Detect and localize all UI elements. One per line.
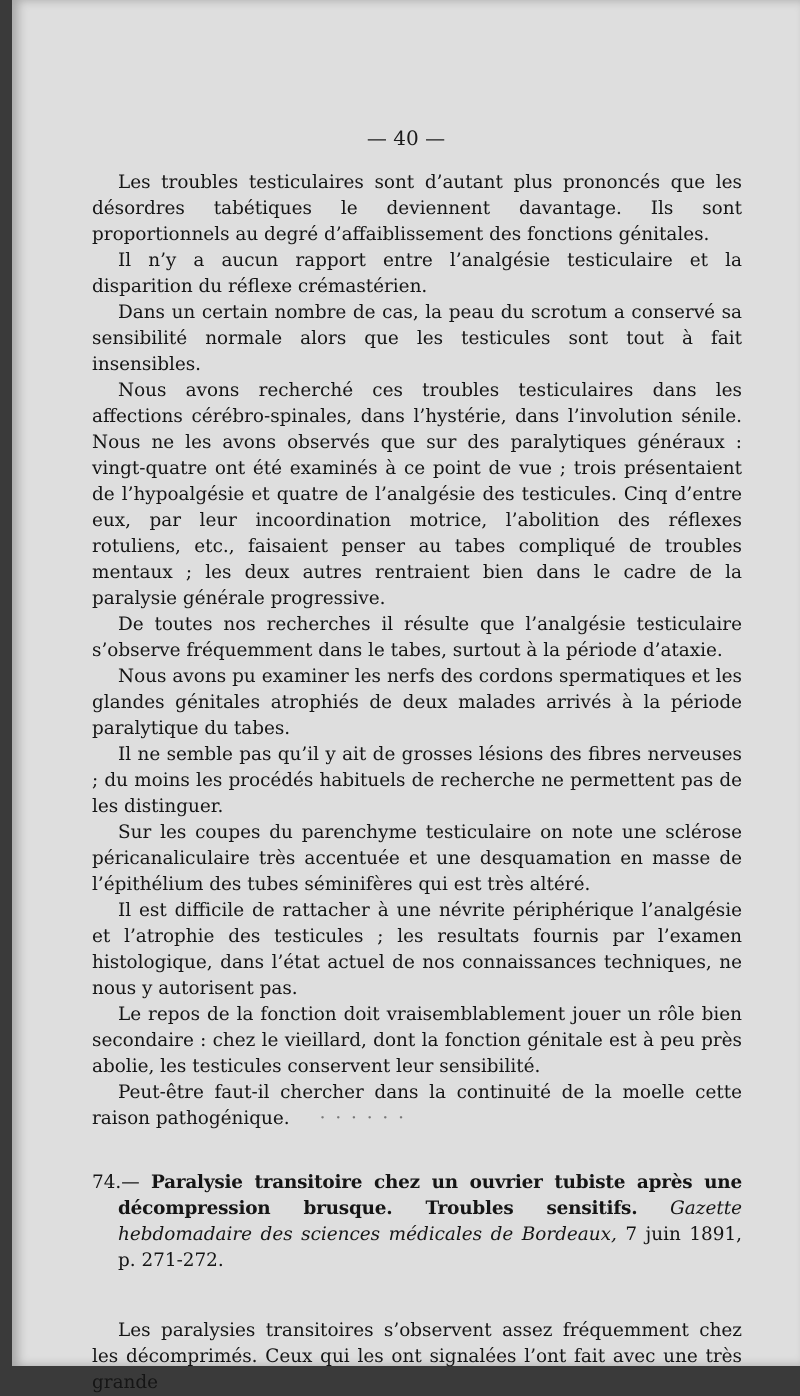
paragraph: Il est difficile de rattacher à une névrite périphérique l’analgésie et l’atrophie des testicules ; les resultats fournis par l’examen histologique, dans l’état actuel de nos connaissances techniques, ne nous y autorisent pas. <box>92 900 742 999</box>
paragraph: De toutes nos recherches il résulte que l’analgésie testiculaire s’observe fréquemment dans le tabes, surtout à la période d’ataxie. <box>92 614 742 661</box>
entry-journal: Gazette hebdomadaire des sciences médicales de Bordeaux, <box>118 1198 742 1245</box>
book-page <box>12 0 800 1393</box>
section-gap <box>92 1132 742 1170</box>
entry-title: Paralysie transitoire chez un ouvrier tubiste après une décompression brusque. Troubles sensitifs. <box>118 1172 742 1219</box>
paragraph: Sur les coupes du parenchyme testiculaire on note une sclérose péricanaliculaire très accentuée et une desquamation en masse de l’épithélium des tubes séminifères qui est très altéré. <box>92 822 742 895</box>
paragraph: Nous avons pu examiner les nerfs des cordons spermatiques et les glandes génitales atrophiés de deux malades arrivés à la période paralytique du tabes. <box>92 666 742 739</box>
paragraph: Nous avons recherché ces troubles testiculaires dans les affections cérébro-spinales, dans l’hystérie, dans l’involution sénile. Nous ne les avons observés que sur des paralytiques généraux : vingt-quatre ont été examinés à ce point de vue ; trois présentaient de l’hypoalgésie et quatre de l’analgésie des testicules. Cinq d’entre eux, par leur incoordination motrice, l’abolition des réflexes rotuliens, etc., faisaient penser au tabes compliqué de troubles mentaux ; les deux autres rentraient bien dans le cadre de la paralysie générale progressive. <box>92 380 742 609</box>
paragraph-text: Peut-être faut-il chercher dans la continuité de la moelle cette raison pathogénique. <box>92 1082 742 1129</box>
bibliography-entry <box>92 1170 742 1274</box>
paragraph: Il n’y a aucun rapport entre l’analgésie testiculaire et la disparition du réflexe crémastérien. <box>92 250 742 297</box>
section-gap <box>92 1274 742 1318</box>
paragraph: Le repos de la fonction doit vraisemblablement jouer un rôle bien secondaire : chez le vieillard, dont la fonction génitale est à peu près abolie, les testicules conservent leur sensibilité. <box>92 1004 742 1077</box>
page-number: — 40 — <box>366 126 446 150</box>
paragraph-final <box>92 1080 742 1132</box>
paragraph: Il ne semble pas qu’il y ait de grosses lésions des fibres nerveuses ; du moins les procédés habituels de recherche ne permettent pas de les distinguer. <box>92 744 742 817</box>
entry-number: 74.— <box>92 1172 140 1193</box>
entry-date: 7 juin 1891, p. 271-272. <box>118 1224 742 1271</box>
page-body <box>92 170 742 1396</box>
paragraph: Les paralysies transitoires s’observent assez fréquemment chez les décomprimés. Ceux qui les ont signalées l’ont fait avec une très grande <box>92 1320 742 1393</box>
leader-dots: · · · · · · <box>319 1108 406 1129</box>
paragraph: Dans un certain nombre de cas, la peau du scrotum a conservé sa sensibilité normale alors que les testicules sont tout à fait insensibles. <box>92 302 742 375</box>
paragraph: Les troubles testiculaires sont d’autant plus prononcés que les désordres tabétiques le deviennent davantage. Ils sont proportionnels au degré d’affaiblissement des fonctions génitales. <box>92 172 742 245</box>
